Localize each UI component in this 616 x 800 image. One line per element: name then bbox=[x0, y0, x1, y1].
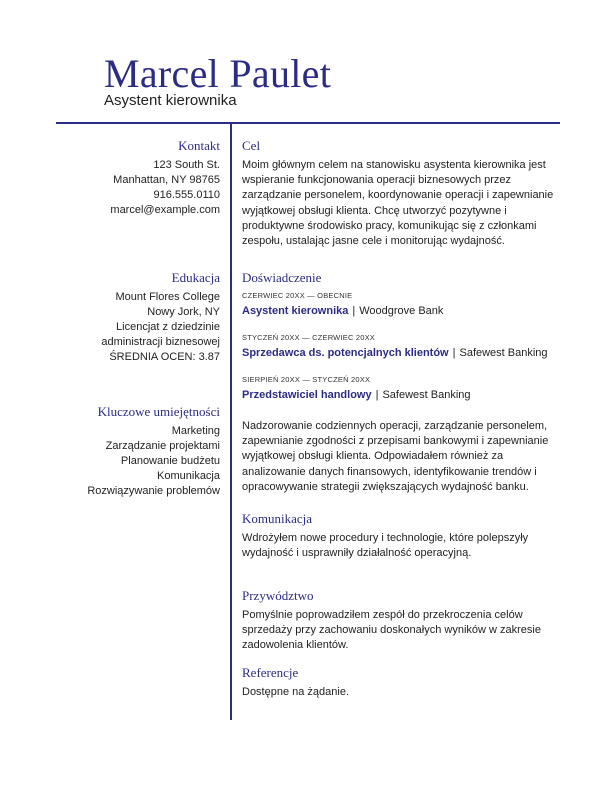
job-date: CZERWIEC 20XX — OBECNIE bbox=[242, 291, 353, 300]
resume-name: Marcel Paulet bbox=[104, 51, 332, 96]
references-text: Dostępne na żądanie. bbox=[242, 686, 350, 698]
education-title: Edukacja bbox=[171, 270, 220, 285]
communication-text: Wdrożyłem nowe procedury i technologie, które polepszyły wydajność i usprawniły działalność operacyjną. bbox=[242, 532, 529, 560]
column-divider bbox=[230, 124, 232, 720]
objective-text: Moim głównym celem na stanowisku asystenta kierownika jest wspieranie funkcjonowania operacji biznesowych przez zarządzanie personelem, koordynowanie operacji i zapewnianie wyjątkowej obsługi klienta. Chcę utworzyć pozytywne i produktywne środowisko pracy, komunikując się z członkami zespołu, ustalając jasne cele i monitorując wydajność. bbox=[242, 159, 554, 248]
skill-item: Planowanie budżetu bbox=[120, 455, 220, 467]
job-separator: | bbox=[452, 347, 456, 359]
job-role: Sprzedawca ds. potencjalnych klientów bbox=[242, 347, 449, 359]
contact-phone: 916.555.0110 bbox=[153, 189, 220, 201]
communication-section bbox=[242, 511, 554, 561]
job-role: Przedstawiciel handlowy bbox=[242, 389, 372, 401]
header-divider bbox=[56, 122, 560, 124]
education-location: Nowy Jork, NY bbox=[147, 306, 220, 318]
contact-title: Kontakt bbox=[178, 138, 220, 153]
references-title: Referencje bbox=[242, 665, 299, 680]
education-gpa: ŚREDNIA OCEN: 3.87 bbox=[109, 351, 220, 363]
skills-section bbox=[60, 404, 220, 499]
job-company: Safewest Banking bbox=[459, 347, 548, 359]
job-role: Asystent kierownika bbox=[242, 305, 349, 317]
education-school: Mount Flores College bbox=[115, 291, 220, 303]
objective-section bbox=[242, 138, 554, 249]
skill-item: Zarządzanie projektami bbox=[105, 440, 220, 452]
skill-item: Marketing bbox=[171, 425, 220, 437]
experience-section bbox=[242, 270, 554, 495]
contact-address: 123 South St. bbox=[153, 159, 220, 171]
job-separator: | bbox=[375, 389, 379, 401]
job-entry bbox=[242, 332, 554, 361]
objective-title: Cel bbox=[242, 138, 261, 153]
job-title-line bbox=[242, 346, 554, 361]
education-section bbox=[60, 270, 220, 365]
leadership-title: Przywództwo bbox=[242, 588, 314, 603]
references-section bbox=[242, 665, 554, 700]
skill-item: Komunikacja bbox=[157, 470, 220, 482]
job-date: SIERPIEŃ 20XX — STYCZEŃ 20XX bbox=[242, 375, 371, 384]
communication-title: Komunikacja bbox=[242, 511, 313, 526]
job-entry bbox=[242, 290, 554, 319]
education-degree-2: administracji biznesowej bbox=[101, 336, 220, 348]
job-date: STYCZEŃ 20XX — CZERWIEC 20XX bbox=[242, 333, 375, 342]
job-separator: | bbox=[352, 305, 356, 317]
contact-section bbox=[60, 138, 220, 218]
skills-title: Kluczowe umiejętności bbox=[97, 404, 220, 419]
contact-city: Manhattan, NY 98765 bbox=[113, 174, 220, 186]
job-title-line bbox=[242, 388, 554, 403]
experience-title: Doświadczenie bbox=[242, 270, 322, 285]
job-title-line bbox=[242, 304, 554, 319]
job-entry bbox=[242, 374, 554, 403]
job-company: Woodgrove Bank bbox=[359, 305, 444, 317]
experience-summary: Nadzorowanie codziennych operacji, zarządzanie personelem, zapewnianie zgodności z przepisami bankowymi i zapewnianie wyjątkowej obsługi klienta. Odpowiadałem również za analizowanie danych finansowych, identyfikowanie trendów i opracowywanie strategii zwiększających wydajność banku. bbox=[242, 420, 549, 493]
skill-item: Rozwiązywanie problemów bbox=[87, 485, 220, 497]
leadership-text: Pomyślnie poprowadziłem zespół do przekroczenia celów sprzedaży przy zachowaniu doskonałych wyników w zakresie zadowolenia klientów. bbox=[242, 609, 541, 652]
education-degree-1: Licencjat z dziedzinie bbox=[116, 321, 220, 333]
contact-email: marcel@example.com bbox=[110, 204, 220, 216]
resume-subtitle: Asystent kierownika bbox=[104, 92, 237, 109]
job-company: Safewest Banking bbox=[382, 389, 471, 401]
leadership-section bbox=[242, 588, 554, 654]
